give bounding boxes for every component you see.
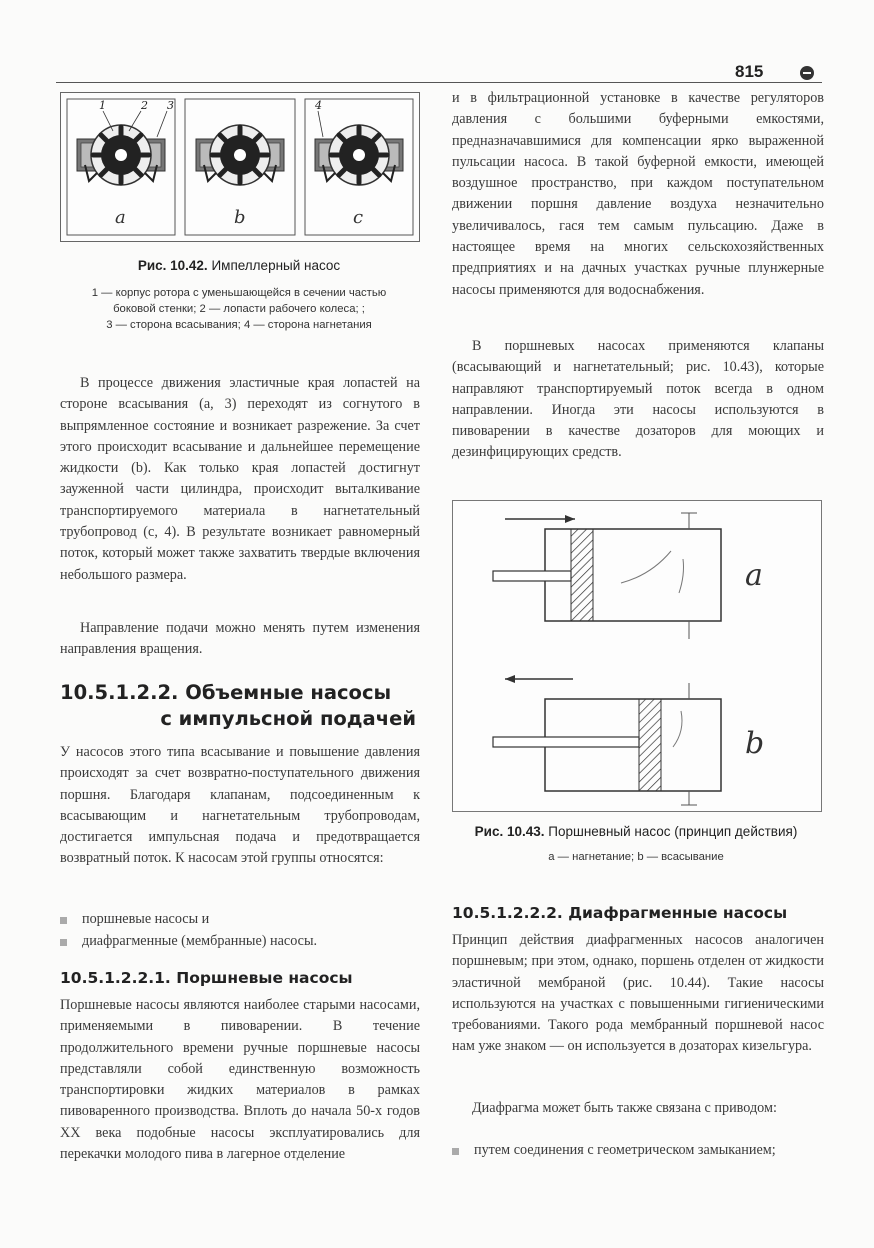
figure-1043-caption xyxy=(450,824,822,839)
bullet-icon xyxy=(60,917,67,924)
panel-label-b: b xyxy=(745,726,765,761)
subsection-heading xyxy=(60,969,420,987)
list-item xyxy=(474,1140,824,1161)
left-paragraph-4 xyxy=(60,995,420,1165)
list-item-text: диафрагменные (мембранные) насосы. xyxy=(82,933,318,949)
figure-label-4: 4 xyxy=(315,99,322,112)
list-item xyxy=(82,931,422,952)
right-paragraph-4 xyxy=(452,1098,824,1119)
list-item xyxy=(82,909,422,930)
right-paragraph-3 xyxy=(452,930,824,1058)
right-paragraph-1 xyxy=(452,88,824,301)
bullet-icon xyxy=(60,939,67,946)
figure-impeller-pump xyxy=(60,92,420,242)
figure-label-1: 1 xyxy=(99,99,106,112)
list-item-text: путем соединения с геометрическом замыканием; xyxy=(474,1142,776,1158)
page-number: 815 xyxy=(735,62,764,81)
bullet-icon xyxy=(452,1148,459,1155)
panel-label-b: b xyxy=(234,207,246,228)
rotor-panel-b xyxy=(196,125,284,185)
left-paragraph-1 xyxy=(60,373,420,586)
panel-label-a: a xyxy=(745,558,763,593)
piston-pump-drawing xyxy=(453,501,821,811)
section-heading-line-2: с импульсной подачей xyxy=(160,707,416,730)
section-heading xyxy=(60,680,420,732)
left-paragraph-3 xyxy=(60,742,420,870)
figure-piston-pump xyxy=(452,500,822,812)
figure-1042-caption xyxy=(60,258,418,273)
header-rule xyxy=(56,82,822,83)
page-marker-icon xyxy=(800,66,814,80)
paragraph: Направление подачи можно менять путем изменения направления вращения. xyxy=(60,620,420,658)
figure-1042-legend-line: 3 — сторона всасывания; 4 — сторона нагнетания xyxy=(106,319,372,331)
subsection-heading xyxy=(452,904,824,922)
figure-1043-number: Рис. 10.43. xyxy=(474,824,545,839)
paragraph: и в фильтрационной установке в качестве регуляторов давления с большими буферными емкостями, предназначавшимися для компенсации ярко выраженной пульсации насоса. В такой буферной емкости, имеющей воздушное пространство, при каждом поступательном движении поршня давление воздуха незначительно увеличивалось, гася тем самым пульсацию. Даже в настоящее время на многих сельскохозяйственных предприятиях и на дачных участках ручные плунжерные насосы применяются для водоснабжения. xyxy=(452,90,824,298)
impeller-pump-drawing xyxy=(61,93,419,241)
rotor-panel-a xyxy=(77,125,165,185)
section-heading-line-1: 10.5.1.2.2. Объемные насосы xyxy=(60,681,392,704)
panel-label-a: a xyxy=(115,207,126,228)
paragraph: Принцип действия диафрагменных насосов аналогичен поршневым; при этом, однако, поршень отделен от жидкости эластичной мембраной (рис. 10.44). Такие насосы используются на участках с повышенными гигиеническими требованиями. Такого рода мембранный поршневой насос нам уже знаком — он используется в дозаторах кизельгура. xyxy=(452,932,824,1055)
figure-1043-title: Поршневный насос (принцип действия) xyxy=(548,824,798,839)
list-item-text: поршневые насосы и xyxy=(82,911,210,927)
left-paragraph-2 xyxy=(60,618,420,661)
figure-1042-number: Рис. 10.42. xyxy=(137,258,208,273)
figure-1042-legend-line: боковой стенки; 2 — лопасти рабочего колеса; ; xyxy=(113,303,365,315)
figure-1043-legend: a — нагнетание; b — всасывание xyxy=(548,851,724,863)
subsection-heading-text: 10.5.1.2.2.2. Диафрагменные насосы xyxy=(452,904,788,922)
paragraph: В процессе движения эластичные края лопастей на стороне всасывания (a, 3) переходят из согнутого в выпрямленное состояние и возникает разрежение. За счет этого происходит всасывание и дальнейшее перемещение жидкости (b). Как только края лопастей достигнут зауженной части цилиндра, происходит выталкивание транспортируемого материала в нагнетательный трубопровод (c, 4). В результате возникает равномерный поток, который может также захватить твердые включения небольшого размера. xyxy=(60,375,420,583)
paragraph: Диафрагма может быть также связана с приводом: xyxy=(472,1100,777,1116)
paragraph: В поршневых насосах применяются клапаны (всасывающий и нагнетательный; рис. 10.43), которые направляют транспортируемый поток всегда в одном направлении. Иногда эти насосы используются в пивоварении в качестве дозаторов для моющих и дезинфицирующих средств. xyxy=(452,338,824,461)
rotor-panel-c xyxy=(315,125,403,185)
figure-label-2: 2 xyxy=(141,99,148,112)
right-paragraph-2 xyxy=(452,336,824,464)
figure-1042-legend xyxy=(56,285,422,333)
panel-label-c: c xyxy=(353,207,364,228)
figure-label-3: 3 xyxy=(167,99,174,112)
paragraph: У насосов этого типа всасывание и повышение давления происходят за счет возвратно-поступательного движения поршня. Благодаря клапанам, подсоединенным к всасывающим и нагнетательным трубопроводам, достигается импульсная подача и предотвращается возвратный поток. К насосам этой группы относятся: xyxy=(60,744,420,867)
figure-1042-title: Импеллерный насос xyxy=(211,258,341,273)
figure-1042-legend-line: 1 — корпус ротора с уменьшающейся в сечении частью xyxy=(91,287,387,299)
subsection-heading-text: 10.5.1.2.2.1. Поршневые насосы xyxy=(60,969,353,987)
paragraph: Поршневые насосы являются наиболее старыми насосами, применяемыми в пивоварении. В течение продолжительного времени ручные поршневые насосы представляли собой единственную возможность транспортировки жидких материалов в рамках пивоваренного производства. Вплоть до начала 50-х годов XX века подобные насосы эксплуатировались для перекачки молодого пива в лагерное отделение xyxy=(60,997,420,1163)
